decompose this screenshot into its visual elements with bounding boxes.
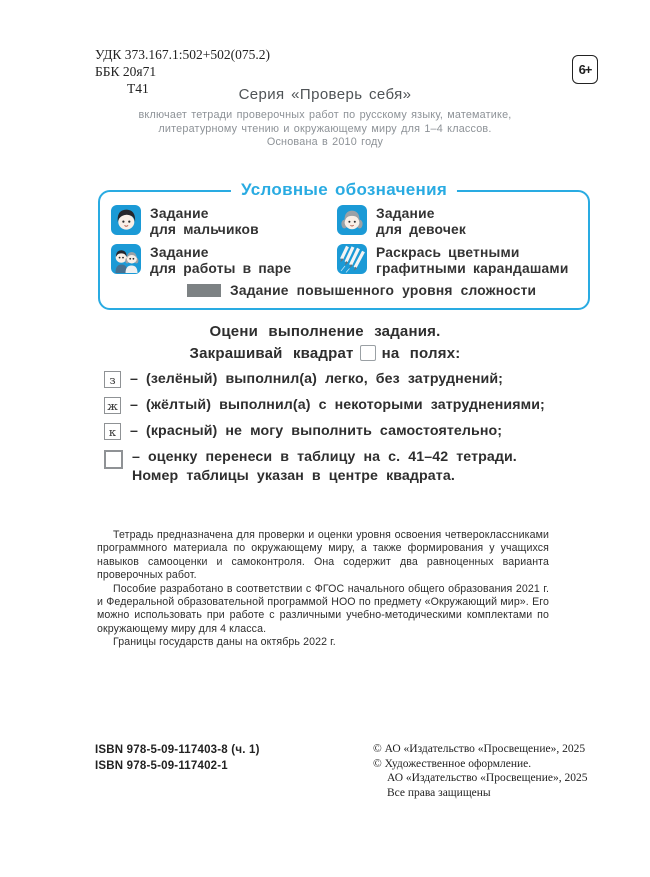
legend-label-girls-line2: для девочек <box>376 221 467 237</box>
series-desc-line2: литературному чтению и окружающему миру для 1–4 классов. <box>158 122 492 135</box>
legend-label-pair <box>150 244 291 276</box>
eval-item-yellow-text: – (жёлтый) выполнил(а) с некоторыми затруднениями; <box>130 397 545 413</box>
legend-item-pair <box>111 244 337 276</box>
eval-item-green-text: – (зелёный) выполнил(а) легко, без затруднений; <box>130 371 503 387</box>
legend-grid <box>100 192 588 276</box>
copyright-line1: © АО «Издательство «Просвещение», 2025 <box>373 743 586 755</box>
annotation-para2: Пособие разработано в соответствии с ФГОС начального общего образования 2021 г. и Федеральной образовательной программой НОО по предмету «Окружающий мир». Его можно использовать при работе с различными учебно-методическими комплектами по окружающему миру для 4 класса. <box>97 582 549 635</box>
author-sign: Т41 <box>127 81 149 96</box>
legend-label-girls-line1: Задание <box>376 206 435 221</box>
annotation-para3: Границы государств даны на октябрь 2022 г. <box>113 636 336 649</box>
eval-item-transfer-line2: Номер таблицы указан в центре квадрата. <box>132 468 455 484</box>
udk-code: УДК 373.167.1:502+502(075.2) <box>95 47 271 62</box>
legend-label-boys-line2: для мальчиков <box>150 221 259 237</box>
legend-item-girls <box>337 205 588 237</box>
copyright-block <box>373 742 603 800</box>
evaluation-line2-before: Закрашивай квадрат <box>189 345 354 362</box>
legend-label-pencils-line2: графитными карандашами <box>376 260 569 276</box>
legend-label-pencils <box>376 244 569 276</box>
series-description <box>0 109 650 150</box>
series-desc-line3: Основана в 2010 году <box>266 136 384 148</box>
eval-item-transfer <box>104 448 650 486</box>
copyright-line3: АО «Издательство «Просвещение», 2025 <box>387 772 588 785</box>
evaluation-line1: Оцени выполнение задания. <box>209 323 441 340</box>
legend-item-advanced <box>187 283 588 298</box>
legend-item-pencils <box>337 244 588 276</box>
pencils-icon <box>337 244 367 274</box>
advanced-level-swatch <box>187 284 221 297</box>
legend-label-girls <box>376 205 466 237</box>
yellow-mark-square: ж <box>104 397 121 414</box>
transfer-mark-square <box>104 450 123 469</box>
evaluation-line2-after: на полях: <box>381 345 461 362</box>
evaluation-section <box>0 321 650 493</box>
annotation-block <box>97 529 549 650</box>
legend-label-pair-line1: Задание <box>150 245 209 260</box>
eval-item-green <box>104 370 650 389</box>
series-title: Серия «Проверь себя» <box>238 86 412 103</box>
girl-icon <box>337 205 367 235</box>
legend-title: Условные обозначения <box>231 180 457 200</box>
legend-label-pencils-line1: Раскрась цветными <box>376 245 520 260</box>
copyright-line2: © Художественное оформление. <box>373 757 532 770</box>
series-block <box>0 86 650 150</box>
isbn-part1: ISBN 978-5-09-117403-8 (ч. 1) <box>95 744 260 756</box>
eval-item-red <box>104 422 650 441</box>
eval-item-red-text: – (красный) не могу выполнить самостоятельно; <box>130 423 503 439</box>
annotation-para1: Тетрадь предназначена для проверки и оценки уровня освоения четвероклассниками программного материала по окружающему миру, а также формирования у учащихся навыков самооценки и самоконтроля. Она содержит два равноценных варианта проверочных работ. <box>97 529 549 582</box>
bbk-code: ББК 20я71 <box>95 64 157 79</box>
legend-item-boys <box>111 205 337 237</box>
legend-label-boys-line1: Задание <box>150 206 209 221</box>
legend-label-boys <box>150 205 259 237</box>
eval-item-transfer-line1: – оценку перенеси в таблицу на с. 41–42 тетради. <box>132 449 517 465</box>
red-mark-square: к <box>104 423 121 440</box>
boy-icon <box>111 205 141 235</box>
eval-item-yellow <box>104 396 650 415</box>
evaluation-line2 <box>0 343 650 365</box>
blank-square-icon <box>360 345 376 361</box>
isbn-part2: ISBN 978-5-09-117402-1 <box>95 760 228 772</box>
pair-icon <box>111 244 141 274</box>
series-desc-line1: включает тетради проверочных работ по русскому языку, математике, <box>138 109 512 121</box>
legend-box <box>98 180 590 310</box>
legend-label-pair-line2: для работы в паре <box>150 260 292 276</box>
green-mark-square: з <box>104 371 121 388</box>
copyright-line4: Все права защищены <box>387 786 491 799</box>
eval-item-transfer-text <box>132 448 517 486</box>
legend-label-advanced: Задание повышенного уровня сложности <box>230 283 537 298</box>
age-rating-badge: 6+ <box>572 55 598 84</box>
isbn-block <box>95 742 260 774</box>
evaluation-items <box>104 370 650 486</box>
